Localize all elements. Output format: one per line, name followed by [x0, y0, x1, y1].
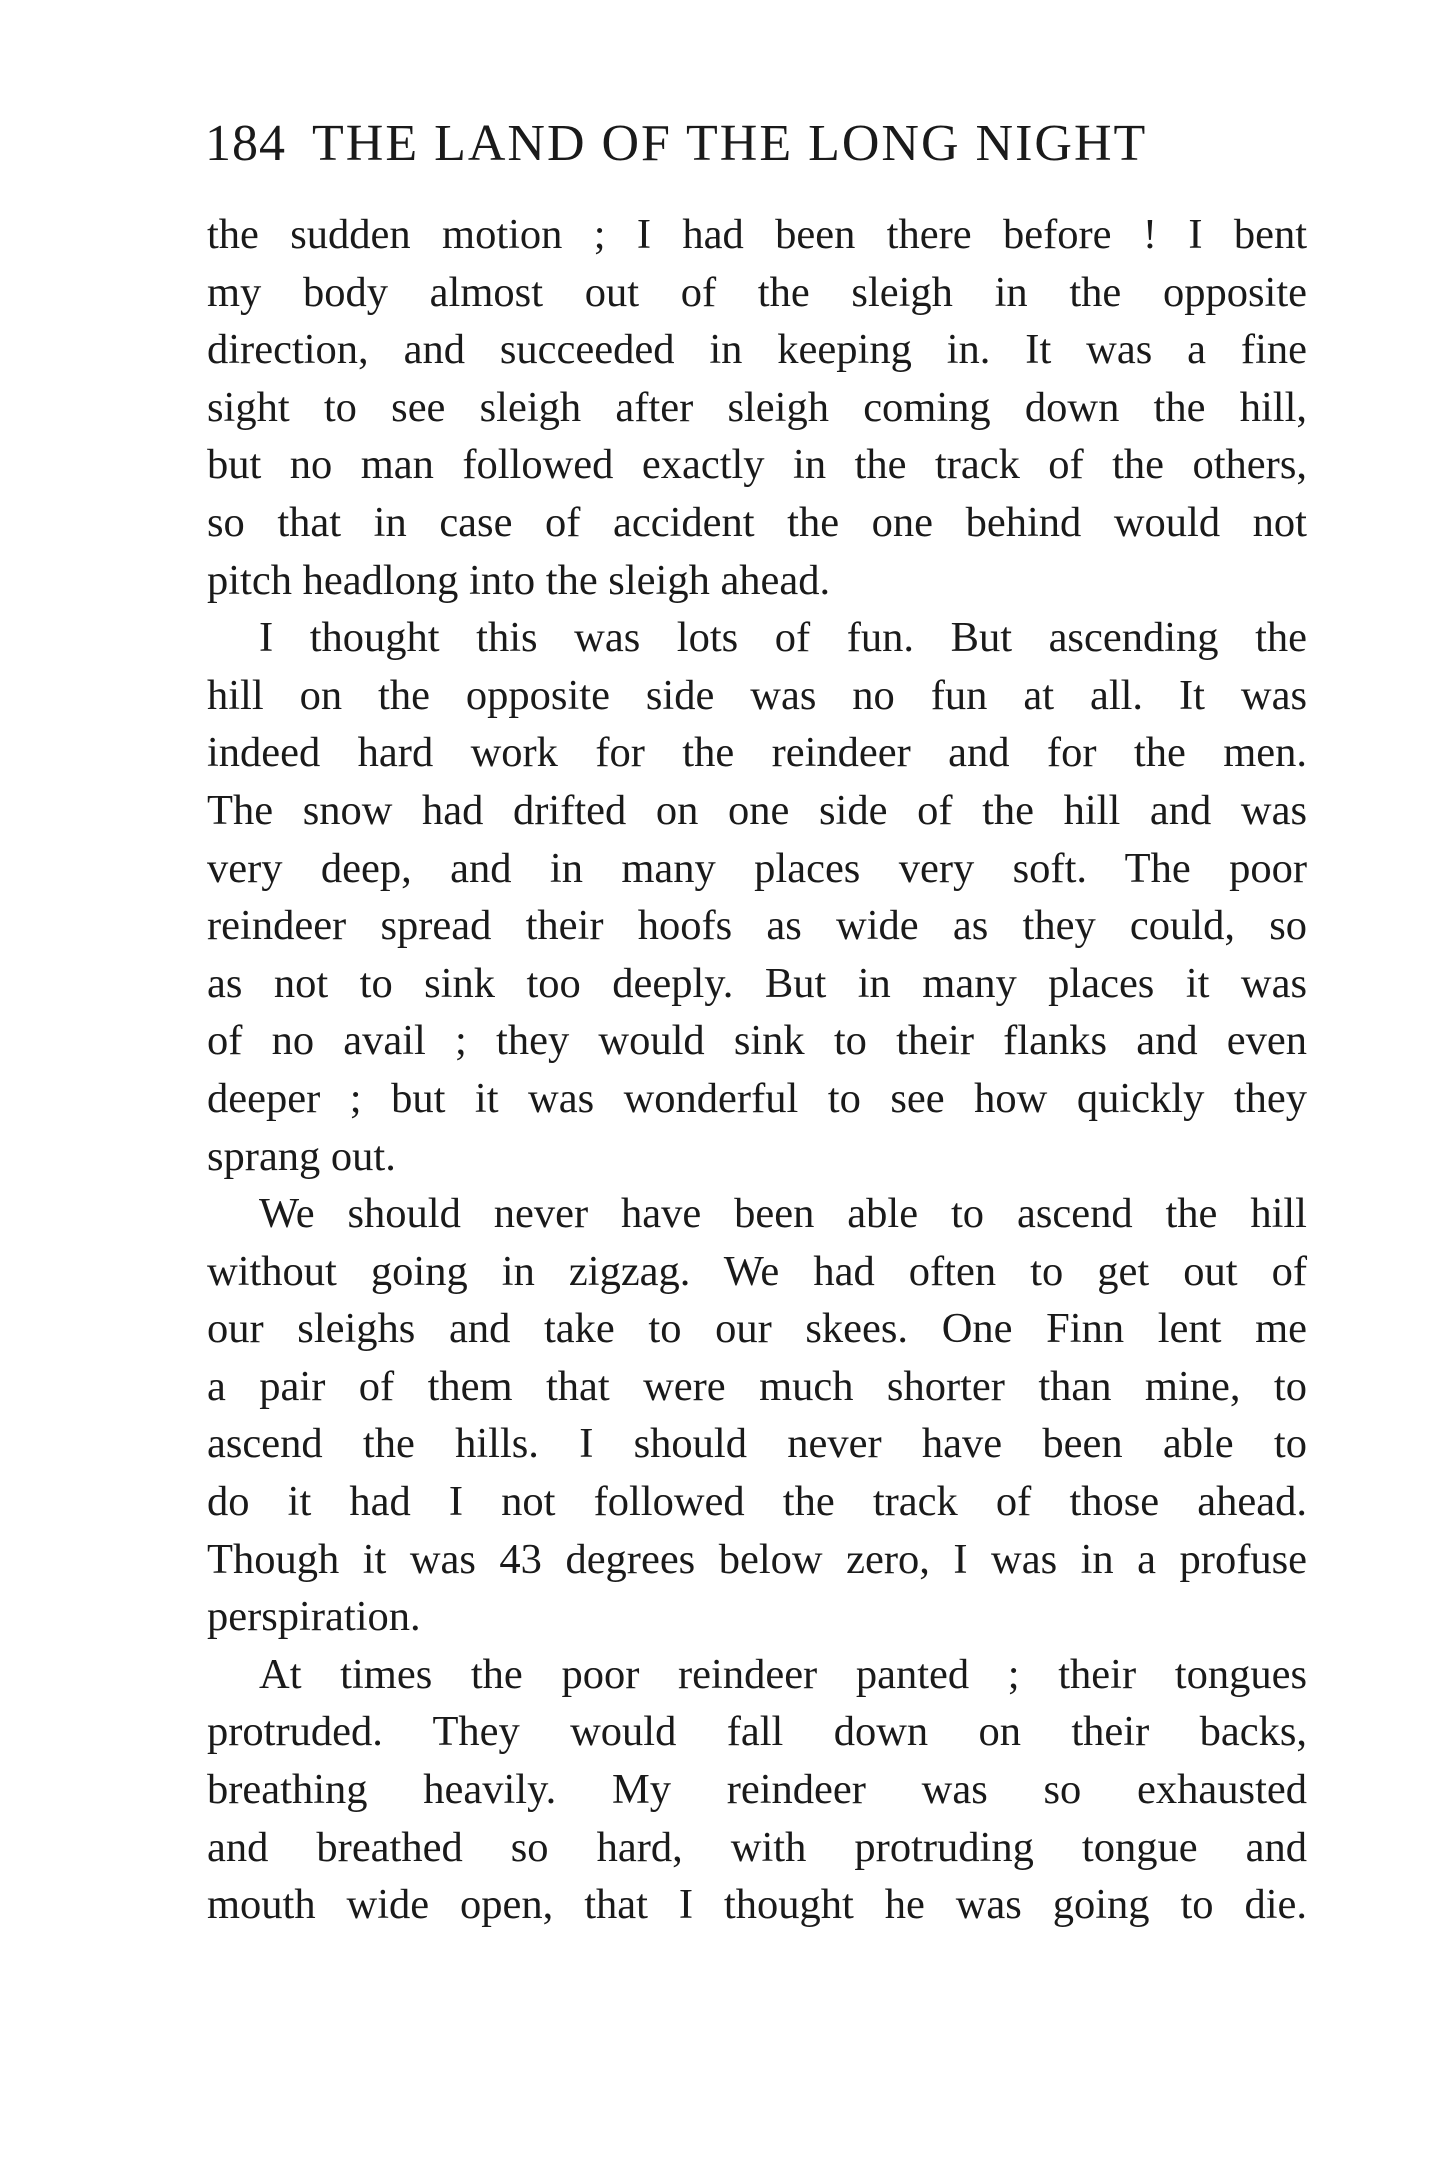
- text-line: a pair of them that were much shorter than mine, to: [207, 1362, 1307, 1410]
- text-line: as not to sink too deeply. But in many places it was: [207, 959, 1307, 1007]
- body-text: [207, 206, 1307, 1934]
- text-line: Though it was 43 degrees below zero, I was in a profuse: [207, 1535, 1307, 1583]
- text-line: so that in case of accident the one behind would not: [207, 498, 1307, 546]
- text-line: very deep, and in many places very soft. The poor: [207, 844, 1307, 892]
- text-line: ascend the hills. I should never have been able to: [207, 1420, 1307, 1468]
- paragraph-start-line: At times the poor reindeer panted ; their tongues: [259, 1650, 1307, 1698]
- page-number: 184: [205, 115, 286, 172]
- text-line: without going in zigzag. We had often to get out of: [207, 1247, 1307, 1295]
- text-line: protruded. They would fall down on their backs,: [207, 1708, 1307, 1756]
- running-title: THE LAND OF THE LONG NIGHT: [312, 115, 1148, 172]
- text-line: of no avail ; they would sink to their flanks and even: [207, 1017, 1307, 1065]
- paragraph-start-line: We should never have been able to ascend the hill: [259, 1190, 1307, 1238]
- text-line: but no man followed exactly in the track of the others,: [207, 441, 1307, 489]
- text-line: deeper ; but it was wonderful to see how quickly they: [207, 1074, 1307, 1122]
- paragraph-start-line: I thought this was lots of fun. But ascending the: [259, 614, 1307, 662]
- text-line: direction, and succeeded in keeping in. It was a fine: [207, 326, 1307, 374]
- text-line: reindeer spread their hoofs as wide as they could, so: [207, 902, 1307, 950]
- text-line: indeed hard work for the reindeer and for the men.: [207, 729, 1307, 777]
- text-line: sprang out.: [207, 1132, 396, 1180]
- text-line: do it had I not followed the track of those ahead.: [207, 1478, 1307, 1526]
- text-line: hill on the opposite side was no fun at all. It was: [207, 671, 1307, 719]
- text-line: The snow had drifted on one side of the hill and was: [207, 786, 1307, 834]
- text-line: breathing heavily. My reindeer was so exhausted: [207, 1766, 1307, 1814]
- running-header: [205, 112, 1305, 176]
- text-line: sight to see sleigh after sleigh coming down the hill,: [207, 383, 1307, 431]
- text-line: mouth wide open, that I thought he was going to die.: [207, 1881, 1307, 1929]
- text-line: our sleighs and take to our skees. One Finn lent me: [207, 1305, 1307, 1353]
- text-line: perspiration.: [207, 1593, 421, 1641]
- text-line: pitch headlong into the sleigh ahead.: [207, 556, 831, 604]
- text-line: and breathed so hard, with protruding tongue and: [207, 1823, 1307, 1871]
- text-line: my body almost out of the sleigh in the opposite: [207, 268, 1307, 316]
- text-line: the sudden motion ; I had been there before ! I bent: [207, 211, 1307, 258]
